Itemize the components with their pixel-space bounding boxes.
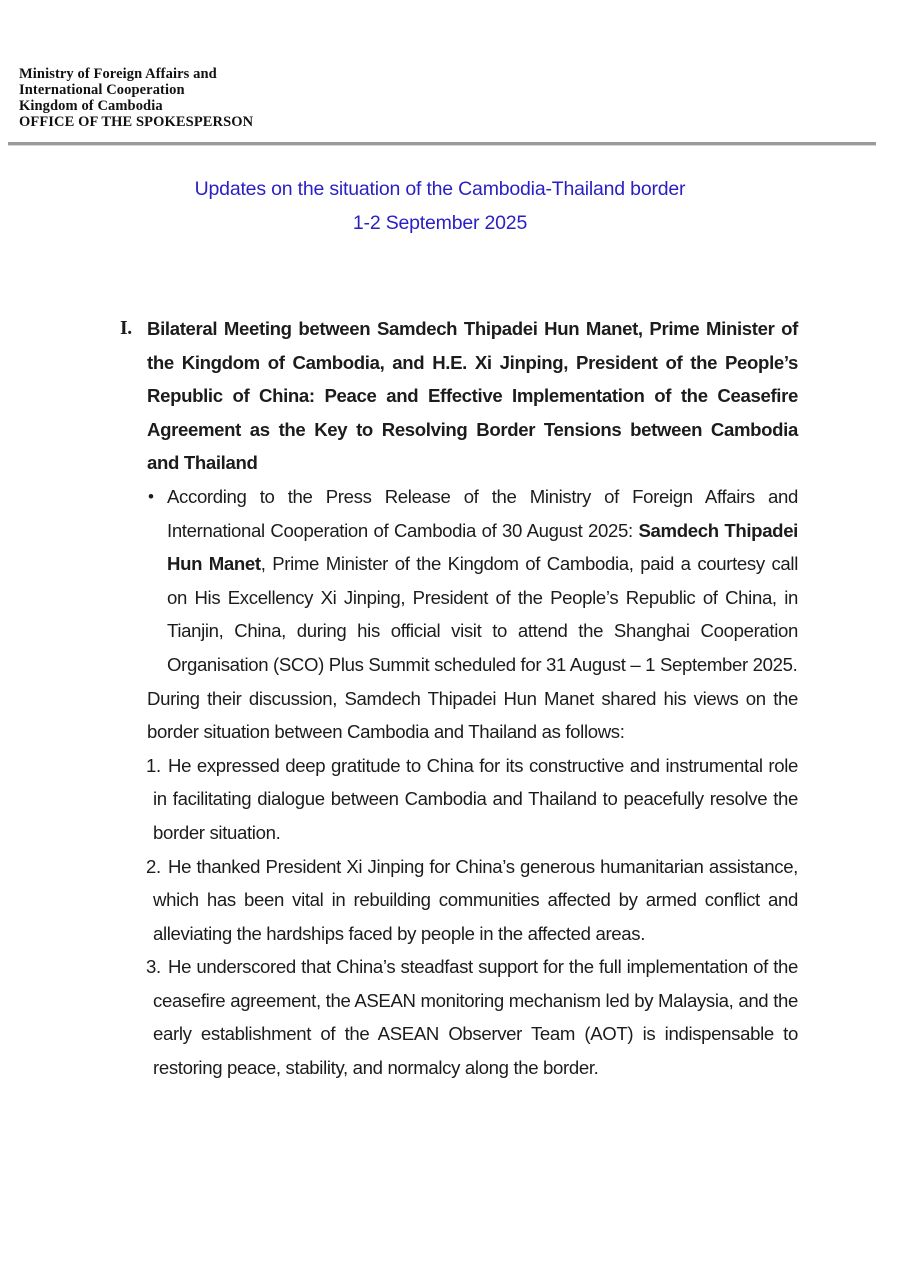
letterhead	[19, 66, 253, 130]
section-heading-text: Bilateral Meeting between Samdech Thipadei Hun Manet, Prime Minister of the Kingdom of Cambodia, and H.E. Xi Jinping, President of the People’s Republic of China: Peace and Effective Implementation of the Ceasefire Agreement as the Key to Resolving Border Tensions between Cambodia and Thailand	[147, 318, 798, 474]
letterhead-line-3: Kingdom of Cambodia	[19, 98, 163, 114]
document-title: Updates on the situation of the Cambodia-Thailand border	[194, 178, 686, 200]
section-numeral: I.	[120, 318, 132, 339]
discussion-paragraph: During their discussion, Samdech Thipadei Hun Manet shared his views on the border situation between Cambodia and Thailand as follows:	[147, 687, 798, 743]
letterhead-line-1: Ministry of Foreign Affairs and	[19, 66, 217, 82]
list-item-3	[120, 950, 798, 1084]
document-body	[120, 312, 798, 1085]
list-item-3-text: He underscored that China’s steadfast support for the full implementation of the ceasefire agreement, the ASEAN monitoring mechanism led by Malaysia, and the early establishment of the ASEAN Observer Team (AOT) is indispensable to restoring peace, stability, and normalcy along the border.	[153, 956, 798, 1079]
document-date: 1-2 September 2025	[352, 212, 528, 234]
bullet-text-lead: According to the Press Release of the Ministry of Foreign Affairs and International Cooperation of Cambodia of 30 August 2025:	[167, 485, 798, 541]
list-number-2: 2.	[146, 855, 161, 877]
bullet-paragraph	[120, 480, 798, 682]
list-item-2	[120, 850, 798, 951]
list-item-1	[120, 749, 798, 850]
bullet-text-bold: Samdech Thipadei Hun Manet	[167, 519, 798, 575]
section-heading	[120, 312, 798, 480]
letterhead-line-2: International Cooperation	[19, 82, 185, 98]
list-item-1-text: He expressed deep gratitude to China for its constructive and instrumental role in facilitating dialogue between Cambodia and Thailand to peacefully resolve the border situation.	[153, 754, 798, 843]
list-item-2-text: He thanked President Xi Jinping for China’s generous humanitarian assistance, which has been vital in rebuilding communities affected by armed conflict and alleviating the hardships faced by people in the affected areas.	[153, 855, 798, 944]
list-number-3: 3.	[146, 956, 161, 978]
document-title-block	[0, 172, 880, 240]
bullet-text-rest: , Prime Minister of the Kingdom of Cambodia, paid a courtesy call on His Excellency Xi Jinping, President of the People’s Republic of China, in Tianjin, China, during his official visit to attend the Shanghai Cooperation Organisation (SCO) Plus Summit scheduled for 31 August – 1 September 2025.	[167, 553, 798, 675]
header-divider	[8, 142, 876, 146]
bullet-icon: •	[148, 486, 154, 506]
list-number-1: 1.	[146, 754, 161, 776]
letterhead-line-4: OFFICE OF THE SPOKESPERSON	[19, 114, 254, 130]
